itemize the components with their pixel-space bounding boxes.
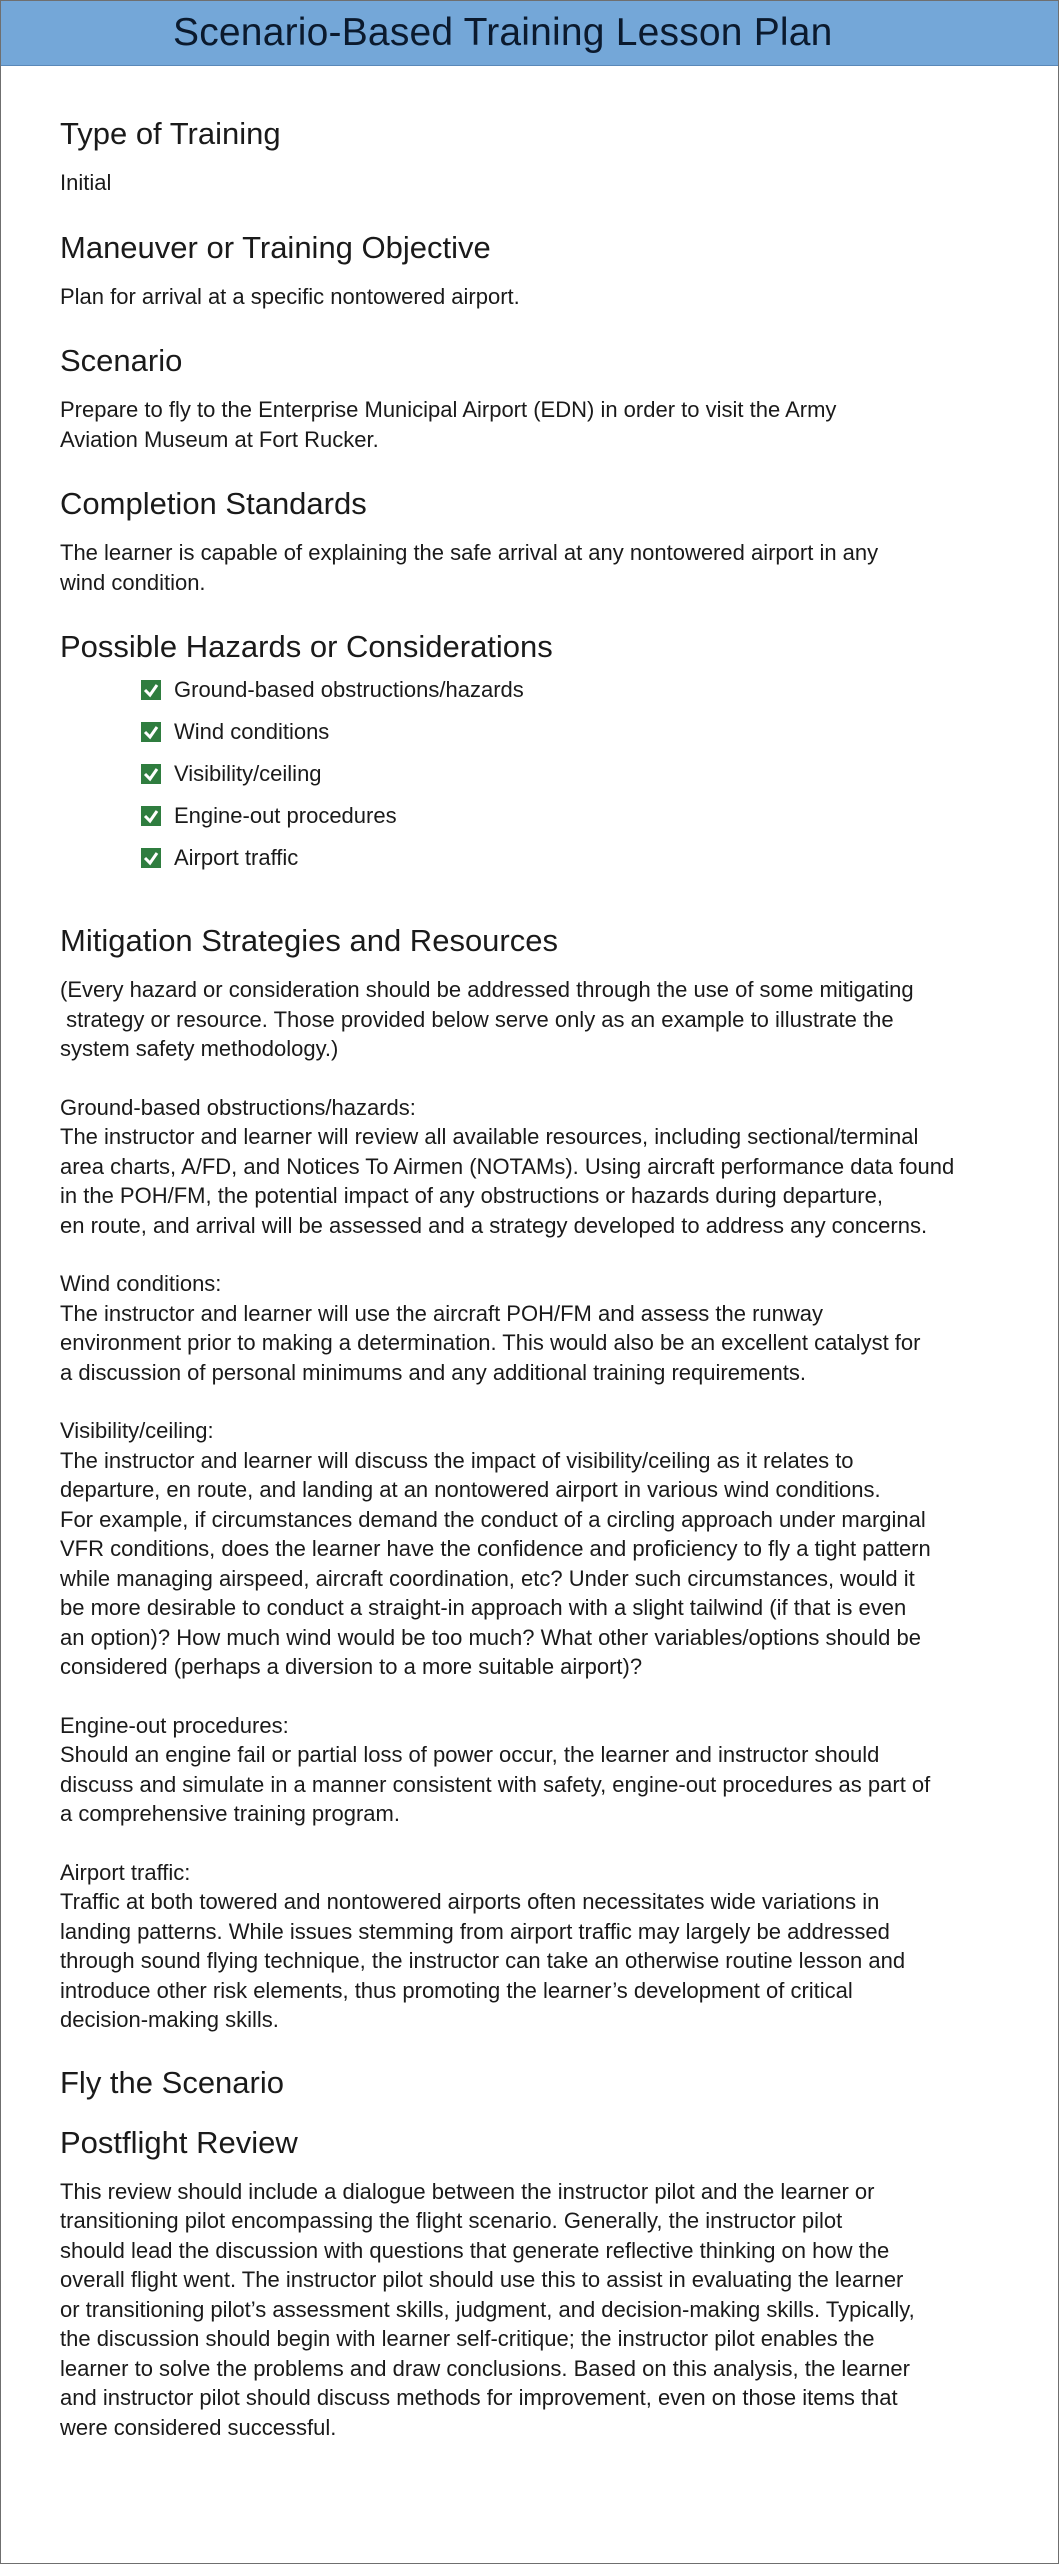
completion-standards-text [60,538,1018,597]
checkmark-square-icon [140,847,162,869]
text-line: This review should include a dialogue between the instructor pilot and the learner or [60,2178,875,2204]
list-item [140,795,1018,837]
mitigation-text [60,1887,1018,2035]
text-line: learner to solve the problems and draw conclusions. Based on this analysis, the learner [60,2355,910,2381]
text-line: in the POH/FM, the potential impact of any obstructions or hazards during departure, [60,1183,883,1208]
hazard-label: Visibility/ceiling [174,761,322,786]
list-item [140,669,1018,711]
type-of-training-text: Initial [60,170,112,195]
scenario-text [60,395,1018,454]
text-line: Should an engine fail or partial loss of power occur, the learner and instructor should [60,1742,880,1767]
text-line: The instructor and learner will use the aircraft POH/FM and assess the runway [60,1300,823,1326]
text-line: an option)? How much wind would be too much? What other variables/options should be [60,1624,921,1650]
title-banner [1,1,1058,66]
hazards-list [60,669,1018,879]
postflight-review-heading: Postflight Review [60,2124,298,2160]
hazard-label: Engine-out procedures [174,803,397,828]
text-line: the discussion should begin with learner self-critique; the instructor pilot enables the [60,2326,875,2351]
text-line: wind condition. [60,569,206,595]
text-line: (Every hazard or consideration should be addressed through the use of some mitigating [60,977,914,1002]
text-line: departure, en route, and landing at an nontowered airport in various wind conditions. [60,1477,881,1502]
hazards-heading: Possible Hazards or Considerations [60,629,553,664]
mitigation-text [60,1446,1018,1682]
mitigation-subhead: Wind conditions: [60,1271,222,1296]
list-item [140,837,1018,879]
text-line: The learner is capable of explaining the safe arrival at any nontowered airport in any [60,540,879,565]
checkmark-square-icon [140,763,162,785]
mitigation-text [60,1299,1018,1388]
text-line: environment prior to making a determination. This would also be an excellent catalyst for [60,1330,921,1355]
mitigation-subhead: Visibility/ceiling: [60,1418,214,1443]
mitigation-text [60,1122,1018,1240]
text-line: landing patterns. While issues stemming from airport traffic may largely be addressed [60,1918,890,1944]
text-line: introduce other risk elements, thus promoting the learner’s development of critical [60,1977,853,2003]
text-line: en route, and arrival will be assessed and a strategy developed to address any concerns. [60,1212,928,1238]
list-item [140,711,1018,753]
hazard-label: Wind conditions [174,719,330,744]
text-line: be more desirable to conduct a straight-in approach with a slight tailwind (if that is even [60,1595,907,1620]
type-of-training-heading: Type of Training [60,116,281,151]
text-line: Aviation Museum at Fort Rucker. [60,426,379,452]
postflight-review-text [60,2177,1018,2443]
checkmark-square-icon [140,721,162,743]
text-line: Prepare to fly to the Enterprise Municipal Airport (EDN) in order to visit the Army [60,397,837,422]
list-item [140,753,1018,795]
text-line: or transitioning pilot’s assessment skills, judgment, and decision-making skills. Typically, [60,2296,915,2322]
mitigation-intro [60,975,1018,1064]
text-line: overall flight went. The instructor pilot should use this to assist in evaluating the learner [60,2267,904,2292]
mitigation-subhead: Ground-based obstructions/hazards: [60,1094,416,1120]
mitigation-heading: Mitigation Strategies and Resources [60,923,558,958]
checkmark-square-icon [140,679,162,701]
text-line: area charts, A/FD, and Notices To Airmen (NOTAMs). Using aircraft performance data found [60,1153,955,1179]
text-line: and instructor pilot should discuss methods for improvement, even on those items that [60,2385,898,2410]
objective-heading: Maneuver or Training Objective [60,229,491,265]
text-line: a discussion of personal minimums and any additional training requirements. [60,1359,806,1385]
text-line: through sound flying technique, the instructor can take an otherwise routine lesson and [60,1948,906,1973]
text-line: transitioning pilot encompassing the flight scenario. Generally, the instructor pilot [60,2208,843,2233]
text-line: decision-making skills. [60,2007,279,2032]
text-line: VFR conditions, does the learner have the confidence and proficiency to fly a tight pattern [60,1536,931,1561]
hazard-label: Ground-based obstructions/hazards [174,677,524,702]
mitigation-subhead: Airport traffic: [60,1859,191,1885]
mitigation-text [60,1740,1018,1829]
text-line: Traffic at both towered and nontowered airports often necessitates wide variations in [60,1889,880,1914]
text-line: system safety methodology.) [60,1036,339,1061]
text-line: should lead the discussion with questions that generate reflective thinking on how the [60,2237,890,2263]
completion-standards-heading: Completion Standards [60,486,367,521]
text-line: The instructor and learner will discuss the impact of visibility/ceiling as it relates to [60,1447,854,1473]
objective-text: Plan for arrival at a specific nontowered airport. [60,283,520,309]
checkmark-square-icon [140,805,162,827]
mitigation-subhead: Engine-out procedures: [60,1712,289,1738]
text-line: were considered successful. [60,2414,337,2440]
fly-scenario-heading: Fly the Scenario [60,2064,284,2100]
text-line: discuss and simulate in a manner consistent with safety, engine-out procedures as part of [60,1771,931,1797]
text-line: considered (perhaps a diversion to a more suitable airport)? [60,1654,643,1679]
text-line: a comprehensive training program. [60,1801,400,1826]
lesson-content [1,66,1058,2442]
scenario-heading: Scenario [60,343,183,378]
page-title: Scenario-Based Training Lesson Plan [173,11,833,54]
text-line: strategy or resource. Those provided below serve only as an example to illustrate the [60,1006,894,1032]
text-line: while managing airspeed, aircraft coordination, etc? Under such circumstances, would it [60,1565,915,1591]
text-line: For example, if circumstances demand the conduct of a circling approach under marginal [60,1506,926,1532]
hazard-label: Airport traffic [174,845,299,870]
text-line: The instructor and learner will review all available resources, including sectional/terminal [60,1124,919,1149]
